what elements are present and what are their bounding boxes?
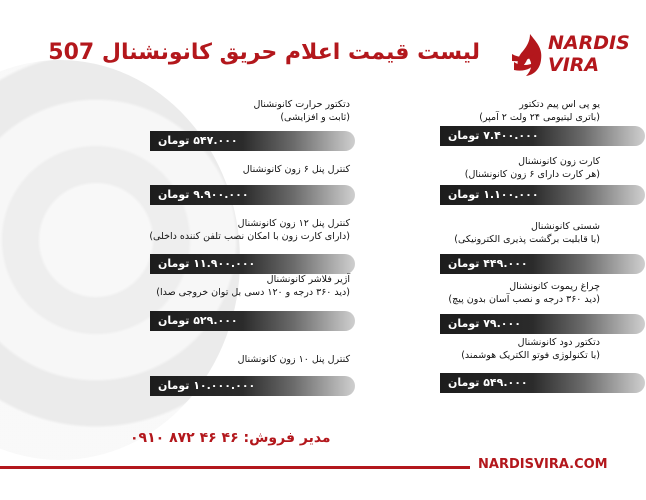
- list-item: [390, 155, 600, 181]
- page-title: لیست قیمت اعلام حریق کانونشنال 507: [48, 40, 480, 65]
- product-description: (دارای کارت زون با امکان نصب تلفن کننده داخلی): [149, 231, 350, 242]
- price-bar: [150, 185, 355, 205]
- price-bar: [440, 314, 645, 334]
- list-item: [140, 163, 350, 176]
- product-name: شستی کانونشنال: [531, 221, 600, 232]
- product-price: ۷.۴۰۰.۰۰۰ تومان: [448, 129, 539, 142]
- price-bar: [150, 131, 355, 151]
- product-name: کنترل پنل ۱۰ زون کانونشنال: [237, 354, 350, 365]
- product-name: کارت زون کانونشنال: [518, 156, 600, 167]
- price-bar: [440, 254, 645, 274]
- product-name: دتکتور دود کانونشنال: [517, 337, 600, 348]
- product-name: دتکتور حرارت کانونشنال: [253, 99, 350, 110]
- product-price: ۱۰.۰۰۰.۰۰۰ تومان: [158, 379, 256, 392]
- price-bar: [440, 373, 645, 393]
- product-name: کنترل پنل ۱۲ زون کانونشنال: [237, 218, 350, 229]
- list-item: [140, 217, 350, 243]
- list-item: [390, 336, 600, 362]
- flame-icon: [510, 32, 550, 78]
- brand-logo: [510, 32, 630, 82]
- product-description: (با قابلیت برگشت پذیری الکترونیکی): [454, 234, 600, 245]
- list-item: [390, 98, 600, 124]
- product-description: (باتری لیتیومی ۲۴ ولت ۲ آمپر): [479, 112, 600, 123]
- price-bar: [150, 376, 355, 396]
- product-name: چراغ ریموت کانونشنال: [509, 281, 600, 292]
- footer-divider: [0, 466, 470, 469]
- product-price: ۵۴۷.۰۰۰ تومان: [158, 134, 238, 147]
- product-price: ۷۹.۰۰۰ تومان: [448, 317, 521, 330]
- price-bar: [150, 254, 355, 274]
- price-bar: [150, 311, 355, 331]
- list-item: [140, 98, 350, 124]
- product-price: ۵۴۹.۰۰۰ تومان: [448, 376, 528, 389]
- product-description: (دید ۳۶۰ درجه و نصب آسان بدون پیچ): [448, 294, 600, 305]
- product-name: یو پی اس پیم دتکتور: [519, 99, 600, 110]
- website-link[interactable]: NARDISVIRA.COM: [478, 457, 608, 472]
- product-price: ۹.۹۰۰.۰۰۰ تومان: [158, 188, 249, 201]
- product-name: کنترل پنل ۶ زون کانونشنال: [242, 164, 350, 175]
- product-price: ۴۴۹.۰۰۰ تومان: [448, 257, 528, 270]
- brand-name-line1: NARDIS: [548, 32, 630, 54]
- product-price: ۱.۱۰۰.۰۰۰ تومان: [448, 188, 539, 201]
- product-price: ۵۲۹.۰۰۰ تومان: [158, 314, 238, 327]
- product-price: ۱۱.۹۰۰.۰۰۰ تومان: [158, 257, 256, 270]
- price-bar: [440, 126, 645, 146]
- product-name: آژیر فلاشر کانونشنال: [266, 274, 350, 285]
- sales-contact: مدیر فروش: ۴۶ ۴۶ ۸۷۲ ۰۹۱۰: [130, 430, 331, 446]
- product-description: (هر کارت دارای ۶ زون کانونشنال): [464, 169, 600, 180]
- list-item: [140, 273, 350, 299]
- product-description: (با تکنولوژی فوتو الکتریک هوشمند): [461, 350, 600, 361]
- brand-name-line2: VIRA: [548, 54, 600, 76]
- product-description: (ثابت و افزایشی): [280, 112, 350, 123]
- list-item: [390, 220, 600, 246]
- product-description: (دید ۳۶۰ درجه و ۱۲۰ دسی بل توان خروجی صدا): [156, 287, 350, 298]
- list-item: [390, 280, 600, 306]
- price-bar: [440, 185, 645, 205]
- list-item: [140, 353, 350, 366]
